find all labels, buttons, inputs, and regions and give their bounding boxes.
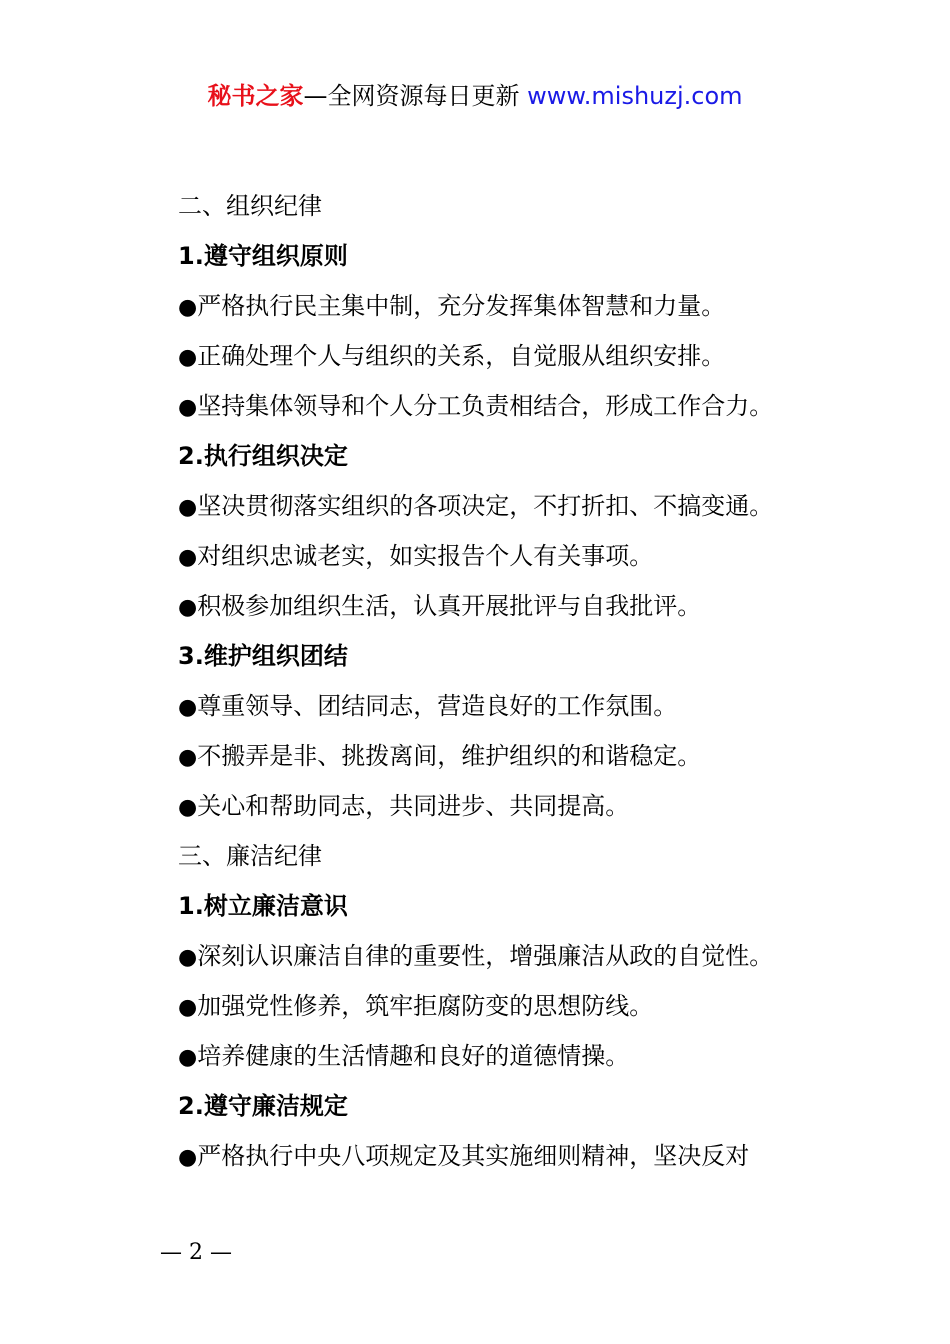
bullet-icon: ● [178, 545, 198, 570]
site-brand: 秘书之家 [207, 82, 304, 110]
subsection-heading: 2.遵守廉洁规定 [178, 1092, 348, 1120]
bullet-item [178, 936, 878, 986]
bullet-item [178, 586, 878, 636]
section-heading: 二、组织纪律 [178, 192, 322, 220]
bullet-item [178, 736, 878, 786]
bullet-icon: ● [178, 745, 198, 770]
bullet-item [178, 336, 878, 386]
bullet-text: 坚持集体领导和个人分工负责相结合，形成工作合力。 [197, 392, 774, 420]
bullet-icon: ● [178, 945, 198, 970]
bullet-item [178, 486, 878, 536]
bullet-icon: ● [178, 995, 198, 1020]
bullet-icon: ● [178, 795, 198, 820]
subsection-heading: 1.遵守组织原则 [178, 242, 348, 270]
bullet-text: 培养健康的生活情趣和良好的道德情操。 [197, 1042, 630, 1070]
bullet-text: 正确处理个人与组织的关系，自觉服从组织安排。 [197, 342, 726, 370]
bullet-item [178, 286, 878, 336]
section-heading: 三、廉洁纪律 [178, 842, 322, 870]
bullet-item [178, 786, 878, 836]
subsection-heading: 3.维护组织团结 [178, 642, 348, 670]
page-number: — 2 — [160, 1240, 232, 1265]
bullet-item [178, 986, 878, 1036]
bullet-text: 积极参加组织生活，认真开展批评与自我批评。 [197, 592, 702, 620]
document-body [178, 186, 878, 1186]
site-url-link[interactable]: www.mishuzj.com [527, 82, 743, 110]
bullet-item [178, 536, 878, 586]
bullet-item [178, 1036, 878, 1086]
bullet-icon: ● [178, 395, 198, 420]
bullet-icon: ● [178, 345, 198, 370]
bullet-text: 不搬弄是非、挑拨离间，维护组织的和谐稳定。 [197, 742, 702, 770]
bullet-item [178, 386, 878, 436]
bullet-text: 坚决贯彻落实组织的各项决定，不打折扣、不搞变通。 [197, 492, 774, 520]
bullet-text: 加强党性修养，筑牢拒腐防变的思想防线。 [197, 992, 654, 1020]
subsection-heading: 2.执行组织决定 [178, 442, 348, 470]
bullet-text: 关心和帮助同志，共同进步、共同提高。 [197, 792, 630, 820]
bullet-icon: ● [178, 595, 198, 620]
bullet-text: 严格执行民主集中制，充分发挥集体智慧和力量。 [197, 292, 726, 320]
site-tagline: —全网资源每日更新 [303, 82, 520, 110]
bullet-text: 对组织忠诚老实，如实报告个人有关事项。 [197, 542, 654, 570]
bullet-icon: ● [178, 695, 198, 720]
bullet-item [178, 1136, 878, 1186]
site-header [0, 80, 950, 112]
bullet-icon: ● [178, 1045, 198, 1070]
bullet-text: 深刻认识廉洁自律的重要性，增强廉洁从政的自觉性。 [197, 942, 774, 970]
bullet-text: 严格执行中央八项规定及其实施细则精神，坚决反对 [197, 1142, 750, 1170]
bullet-icon: ● [178, 1145, 198, 1170]
bullet-text: 尊重领导、团结同志，营造良好的工作氛围。 [197, 692, 678, 720]
bullet-icon: ● [178, 295, 198, 320]
bullet-icon: ● [178, 495, 198, 520]
subsection-heading: 1.树立廉洁意识 [178, 892, 348, 920]
bullet-item [178, 686, 878, 736]
